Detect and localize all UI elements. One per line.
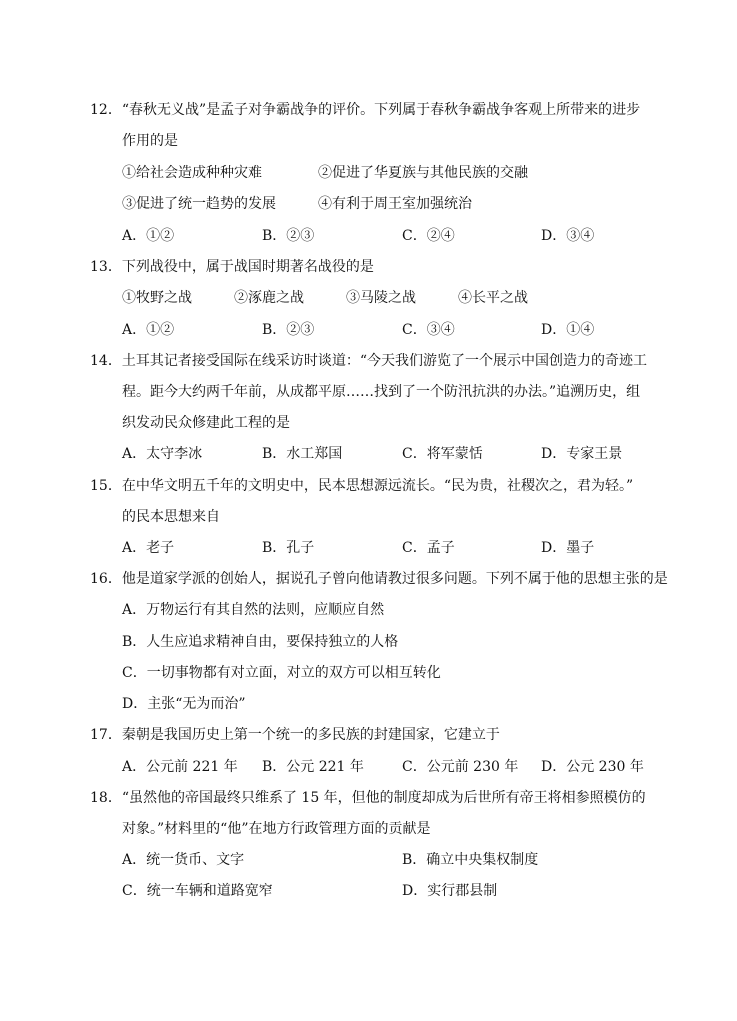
option-b[interactable]: B．孔子: [262, 540, 315, 556]
option-c[interactable]: C．②④: [402, 228, 455, 244]
question-stem: 15．在中华文明五千年的文明史中，民本思想源远流长。“民为贵，社稷次之，君为轻。”: [90, 478, 634, 494]
option-a[interactable]: A．公元前 221 年: [122, 759, 238, 775]
option-c[interactable]: C．统一车辆和道路宽窄: [122, 883, 273, 899]
option-a[interactable]: A．①②: [122, 228, 175, 244]
option-b[interactable]: B．公元 221 年: [262, 759, 364, 775]
option-d[interactable]: D．①④: [541, 322, 595, 338]
option-d[interactable]: D．墨子: [541, 540, 595, 556]
option-d[interactable]: D．公元 230 年: [541, 759, 644, 775]
option-b[interactable]: B．②③: [262, 228, 315, 244]
option-d[interactable]: D．③④: [541, 228, 595, 244]
statement-item: ④有利于周王室加强统治: [318, 196, 472, 212]
option-a[interactable]: A．万物运行有其自然的法则，应顺应自然: [122, 602, 385, 618]
option-d[interactable]: D．主张“无为而治”: [122, 696, 246, 712]
option-d[interactable]: D．实行郡县制: [402, 883, 498, 899]
question-stem: 织发动民众修建此工程的是: [122, 415, 290, 431]
option-b[interactable]: B．水工郑国: [262, 446, 343, 462]
question-stem: 14．土耳其记者接受国际在线采访时谈道：“今天我们游览了一个展示中国创造力的奇迹工: [90, 353, 647, 369]
option-a[interactable]: A．统一货币、文字: [122, 852, 245, 868]
question-stem: 程。距今大约两千年前，从成都平原……找到了一个防汛抗洪的办法。”追溯历史，组: [122, 384, 641, 400]
option-c[interactable]: C．将军蒙恬: [402, 446, 483, 462]
statement-item: ②涿鹿之战: [234, 290, 304, 306]
statement-item: ③促进了统一趋势的发展: [122, 196, 276, 212]
question-stem: 16．他是道家学派的创始人，据说孔子曾向他请教过很多问题。下列不属于他的思想主张的是: [90, 571, 668, 587]
question-stem: 13．下列战役中，属于战国时期著名战役的是: [90, 259, 374, 275]
option-c[interactable]: C．公元前 230 年: [402, 759, 519, 775]
statement-item: ③马陵之战: [346, 290, 416, 306]
option-a[interactable]: A．老子: [122, 540, 175, 556]
question-stem: 对象。”材料里的“他”在地方行政管理方面的贡献是: [122, 821, 431, 837]
question-stem: 18．“虽然他的帝国最终只维系了 15 年，但他的制度却成为后世所有帝王将相参照模仿的: [90, 790, 646, 806]
option-d[interactable]: D．专家王景: [541, 446, 623, 462]
question-stem: 17．秦朝是我国历史上第一个统一的多民族的封建国家，它建立于: [90, 727, 500, 743]
statement-item: ①给社会造成种种灾难: [122, 165, 262, 181]
question-stem: 的民本思想来自: [122, 509, 220, 525]
statement-item: ④长平之战: [458, 290, 528, 306]
option-b[interactable]: B．人生应追求精神自由，要保持独立的人格: [122, 634, 399, 650]
question-stem: 作用的是: [122, 133, 178, 149]
option-c[interactable]: C．一切事物都有对立面，对立的双方可以相互转化: [122, 665, 441, 681]
question-stem: 12．“春秋无义战”是孟子对争霸战争的评价。下列属于春秋争霸战争客观上所带来的进步: [90, 102, 641, 118]
option-c[interactable]: C．孟子: [402, 540, 455, 556]
option-b[interactable]: B．确立中央集权制度: [402, 852, 539, 868]
option-a[interactable]: A．太守李冰: [122, 446, 203, 462]
option-b[interactable]: B．②③: [262, 322, 315, 338]
statement-item: ①牧野之战: [122, 290, 192, 306]
statement-item: ②促进了华夏族与其他民族的交融: [318, 165, 528, 181]
option-a[interactable]: A．①②: [122, 322, 175, 338]
option-c[interactable]: C．③④: [402, 322, 455, 338]
